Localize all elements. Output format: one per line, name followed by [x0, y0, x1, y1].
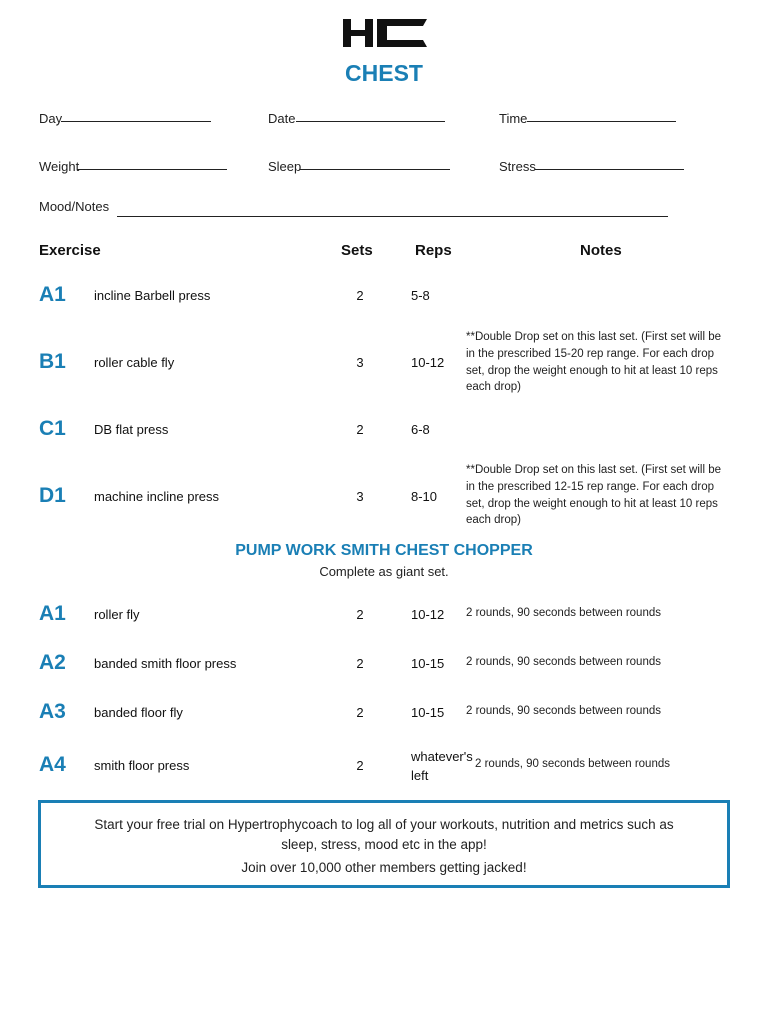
weight-input-line[interactable] — [77, 169, 227, 170]
exercise-code: A3 — [39, 700, 66, 723]
day-label: Day — [39, 111, 63, 126]
promo-text-join: Join over 10,000 other members getting jacked! — [241, 860, 527, 875]
exercise-reps: 10-15 — [411, 656, 445, 671]
stress-input-line[interactable] — [535, 169, 684, 170]
exercise-reps: 10-12 — [411, 355, 445, 370]
exercise-code: D1 — [39, 484, 66, 507]
exercise-name: banded smith floor press — [94, 656, 237, 671]
date-input-line[interactable] — [296, 121, 445, 122]
exercise-code: A2 — [39, 651, 66, 674]
exercise-sets: 2 — [356, 705, 364, 720]
exercise-reps: 10-12 — [411, 607, 445, 622]
exercise-sets: 2 — [356, 288, 364, 303]
exercise-reps: 5-8 — [411, 288, 430, 303]
exercise-sets: 2 — [356, 422, 364, 437]
sleep-label: Sleep — [268, 159, 302, 174]
exercise-code: B1 — [39, 350, 66, 373]
stress-label: Stress — [499, 159, 536, 174]
day-input-line[interactable] — [61, 121, 211, 122]
weight-label: Weight — [39, 159, 80, 174]
mood-notes-label: Mood/Notes — [39, 199, 110, 214]
reps-header: Reps — [415, 242, 452, 259]
exercise-notes: **Double Drop set on this last set. (First set will be in the prescribed 15-20 rep range. For each drop set, drop the weight enough to hit at least 10 reps each drop) — [466, 331, 722, 394]
exercise-notes: **Double Drop set on this last set. (First set will be in the prescribed 12-15 rep range. For each drop set, drop the weight enough to hit at least 10 reps each drop) — [466, 464, 722, 527]
exercise-reps: whatever's left — [411, 749, 473, 783]
exercise-code: A4 — [39, 753, 66, 776]
exercise-name: DB flat press — [94, 422, 169, 437]
page-title: CHEST — [345, 60, 423, 86]
exercise-code: A1 — [39, 283, 66, 306]
exercise-sets: 2 — [356, 607, 364, 622]
sets-header: Sets — [341, 242, 373, 259]
exercise-header: Exercise — [39, 242, 101, 259]
exercise-notes: 2 rounds, 90 seconds between rounds — [466, 607, 661, 619]
time-input-line[interactable] — [527, 121, 676, 122]
exercise-sets: 2 — [356, 758, 364, 773]
exercise-name: machine incline press — [94, 489, 220, 504]
exercise-name: banded floor fly — [94, 705, 183, 720]
exercise-code: A1 — [39, 602, 66, 625]
exercise-name: roller fly — [94, 607, 140, 622]
hc-logo-icon — [343, 16, 427, 50]
promo-text-main: Start your free trial on Hypertrophycoach to log all of your workouts, nutrition and metrics such as sleep, stress, mood etc in the app! — [94, 817, 674, 852]
exercise-reps: 6-8 — [411, 422, 430, 437]
exercise-sets: 3 — [356, 489, 364, 504]
notes-header: Notes — [580, 242, 622, 259]
date-label: Date — [268, 111, 296, 126]
promo-box — [38, 800, 730, 888]
pump-section-title: PUMP WORK SMITH CHEST CHOPPER — [235, 542, 533, 559]
exercise-name: smith floor press — [94, 758, 190, 773]
exercise-notes: 2 rounds, 90 seconds between rounds — [475, 758, 670, 770]
exercise-sets: 2 — [356, 656, 364, 671]
exercise-name: incline Barbell press — [94, 288, 211, 303]
pump-section-subtitle: Complete as giant set. — [319, 564, 449, 579]
exercise-reps: 10-15 — [411, 705, 445, 720]
exercise-code: C1 — [39, 417, 66, 440]
sleep-input-line[interactable] — [300, 169, 450, 170]
exercise-name: roller cable fly — [94, 355, 175, 370]
exercise-notes: 2 rounds, 90 seconds between rounds — [466, 656, 661, 668]
exercise-sets: 3 — [356, 355, 364, 370]
mood-notes-input-line[interactable] — [117, 216, 668, 217]
exercise-notes: 2 rounds, 90 seconds between rounds — [466, 705, 661, 717]
exercise-reps: 8-10 — [411, 489, 438, 504]
time-label: Time — [499, 111, 528, 126]
